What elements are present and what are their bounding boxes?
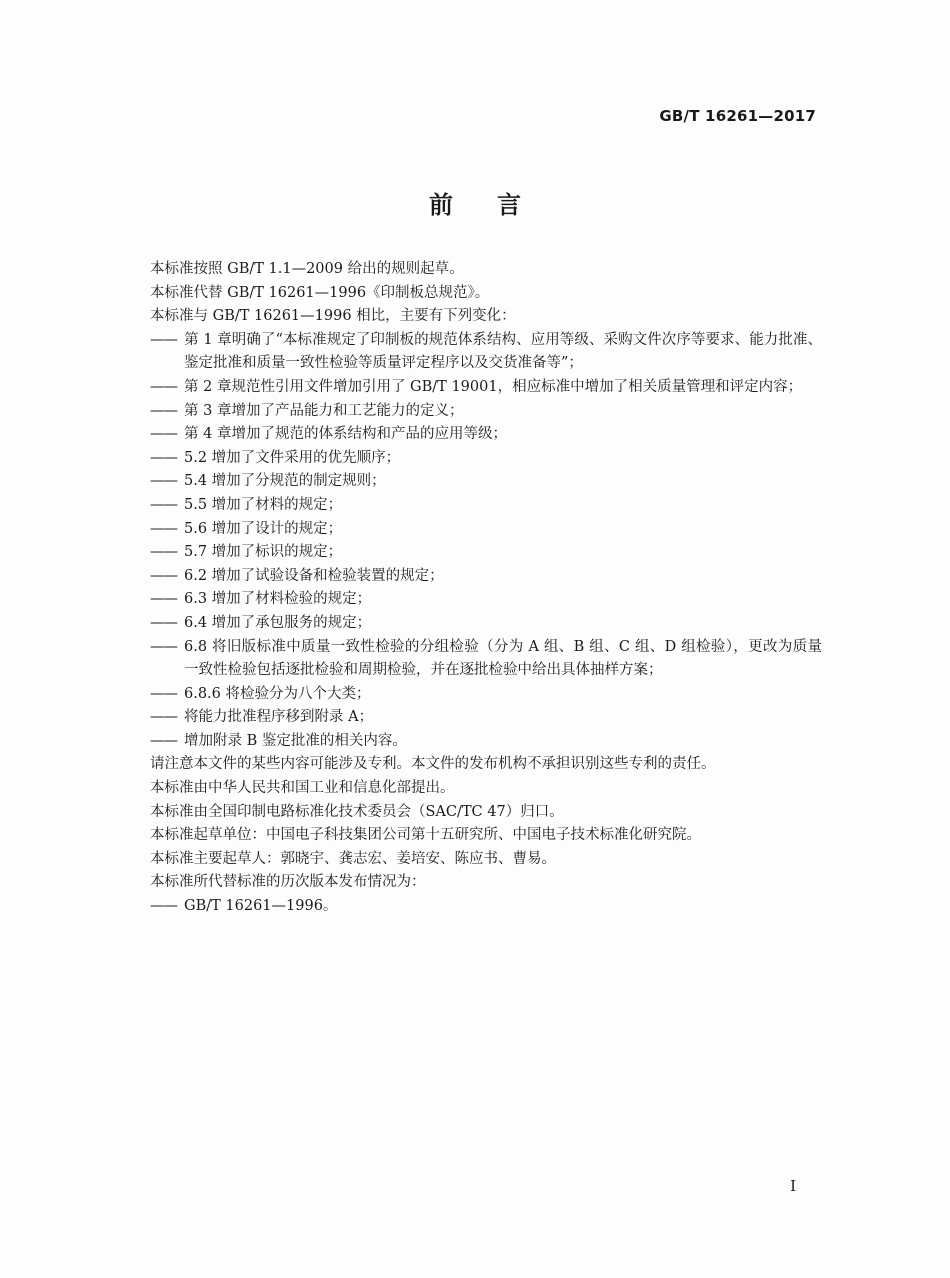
paragraph-drafting-rules: 本标准按照 GB/T 1.1—2009 给出的规则起草。 <box>150 261 464 277</box>
change-item <box>150 588 822 612</box>
change-item-text: 5.6 增加了设计的规定； <box>184 520 343 537</box>
change-item-text: 第 4 章增加了规范的体系结构和产品的应用等级； <box>184 426 507 443</box>
change-item-text: 第 3 章增加了产品能力和工艺能力的定义； <box>184 402 464 419</box>
change-item-text: 第 2 章规范性引用文件增加引用了 GB/T 19001，相应标准中增加了相关质量管理和评定内容； <box>184 378 803 395</box>
dash-marker: —— <box>150 591 177 608</box>
previous-version-text: GB/T 16261—1996。 <box>184 898 338 915</box>
change-item-text: 6.3 增加了材料检验的规定； <box>184 591 372 608</box>
page-title: 前言 <box>429 191 565 219</box>
dash-marker: —— <box>150 402 177 419</box>
dash-marker: —— <box>150 331 177 348</box>
dash-marker: —— <box>150 449 177 466</box>
dash-marker: —— <box>150 898 177 915</box>
change-item <box>150 423 822 447</box>
paragraph-patent-notice: 请注意本文件的某些内容可能涉及专利。本文件的发布机构不承担识别这些专利的责任。 <box>150 756 716 773</box>
change-item-text: 5.7 增加了标识的规定； <box>184 544 343 561</box>
dash-marker: —— <box>150 473 177 490</box>
dash-marker: —— <box>150 544 177 561</box>
dash-marker: —— <box>150 709 177 726</box>
change-item-text: 6.2 增加了试验设备和检验装置的规定； <box>184 567 444 584</box>
change-item <box>150 612 822 636</box>
dash-marker: —— <box>150 378 177 395</box>
paragraph-changes-intro: 本标准与 GB/T 16261—1996 相比，主要有下列变化： <box>150 308 516 325</box>
paragraph-replaces: 本标准代替 GB/T 16261—1996《印制板总规范》。 <box>150 284 490 301</box>
change-item-text: 5.4 增加了分规范的制定规则； <box>184 473 386 490</box>
change-item <box>150 518 822 542</box>
standard-number: GB/T 16261—2017 <box>659 107 816 125</box>
paragraph-drafting-units: 本标准起草单位：中国电子科技集团公司第十五研究所、中国电子技术标准化研究院。 <box>150 827 701 844</box>
change-item-text: 6.8 将旧版标准中质量一致性检验的分组检验（分为 A 组、B 组、C 组、D 组检验），更改为质量一致性检验包括逐批检验和周期检验，并在逐批检验中给出具体抽样方案； <box>184 638 822 679</box>
change-item <box>150 494 822 518</box>
dash-marker: —— <box>150 638 177 655</box>
change-item-text: 6.8.6 将检验分为八个大类； <box>184 685 371 702</box>
change-item-text: 增加附录 B 鉴定批准的相关内容。 <box>184 732 407 749</box>
dash-marker: —— <box>150 685 177 702</box>
change-item-text: 第 1 章明确了“本标准规定了印制板的规范体系结构、应用等级、采购文件次序等要求、能力批准、鉴定批准和质量一致性检验等质量评定程序以及交货准备等”； <box>184 331 822 372</box>
change-item-text: 6.4 增加了承包服务的规定； <box>184 614 372 631</box>
page-number: I <box>790 1177 796 1195</box>
change-item <box>150 636 822 683</box>
change-item <box>150 376 822 400</box>
dash-marker: —— <box>150 567 177 584</box>
dash-marker: —— <box>150 732 177 749</box>
paragraph-proposed-by: 本标准由中华人民共和国工业和信息化部提出。 <box>150 780 455 797</box>
change-item <box>150 447 822 471</box>
change-item <box>150 400 822 424</box>
dash-marker: —— <box>150 520 177 537</box>
previous-version-item <box>150 895 822 919</box>
paragraph-administered-by: 本标准由全国印制电路标准化技术委员会（SAC/TC 47）归口。 <box>150 803 564 820</box>
dash-marker: —— <box>150 614 177 631</box>
change-item <box>150 706 822 730</box>
dash-marker: —— <box>150 426 177 443</box>
preface-body <box>150 258 822 919</box>
change-item <box>150 470 822 494</box>
change-item <box>150 329 822 376</box>
paragraph-version-history: 本标准所代替标准的历次版本发布情况为： <box>150 874 426 891</box>
change-item <box>150 565 822 589</box>
change-item-text: 5.2 增加了文件采用的优先顺序； <box>184 449 401 466</box>
change-item <box>150 683 822 707</box>
change-item-text: 5.5 增加了材料的规定； <box>184 496 343 513</box>
change-item <box>150 541 822 565</box>
change-item-text: 将能力批准程序移到附录 A； <box>184 709 374 726</box>
paragraph-drafters: 本标准主要起草人：郭晓宇、龚志宏、姜培安、陈应书、曹易。 <box>150 850 556 867</box>
dash-marker: —— <box>150 496 177 513</box>
change-item <box>150 730 822 754</box>
